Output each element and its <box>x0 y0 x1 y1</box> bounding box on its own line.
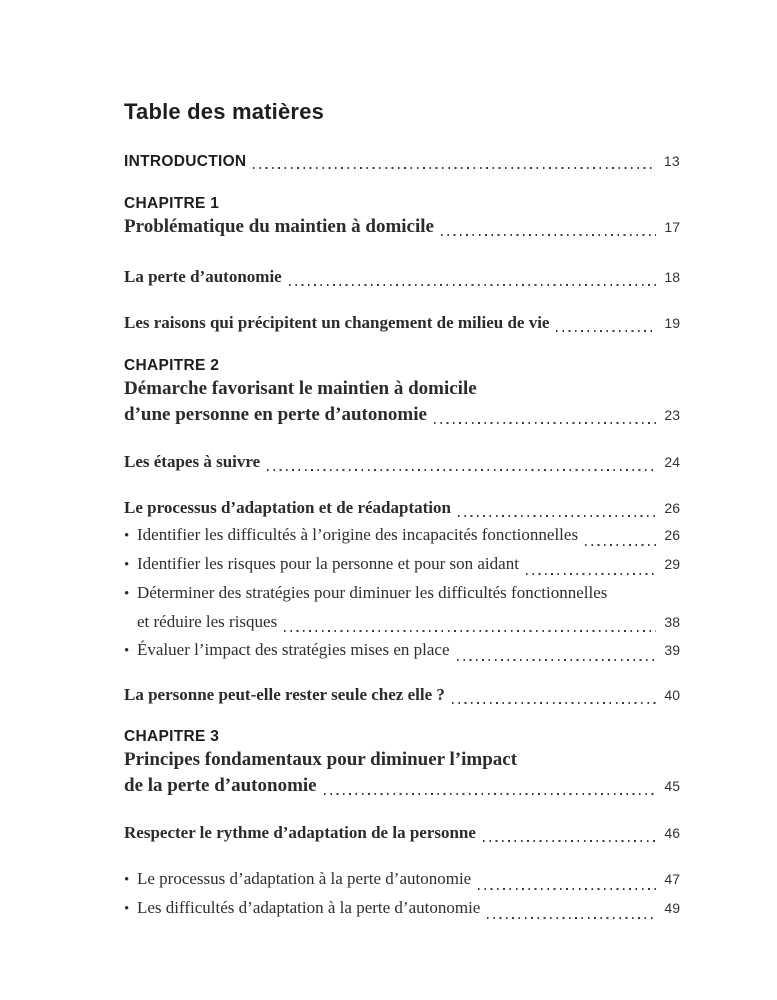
toc-entry-chapter-2 <box>124 356 680 428</box>
chapter-title-line: de la perte d’autonomie <box>124 775 317 796</box>
chapter-kicker: CHAPITRE 1 <box>124 195 220 212</box>
page-number: 18 <box>664 269 680 285</box>
page-number: 45 <box>664 778 680 794</box>
dot-leader <box>441 234 656 236</box>
toc-entry-bullet <box>124 521 680 550</box>
toc-entry-chapter-1 <box>124 194 680 240</box>
entry-label: Déterminer des stratégies pour diminuer les difficultés fonctionnelles <box>137 583 608 602</box>
dot-leader <box>452 702 657 704</box>
chapter-title-row <box>124 402 680 428</box>
page-number: 39 <box>664 642 680 658</box>
dot-leader <box>289 284 657 286</box>
chapter-kicker: CHAPITRE 3 <box>124 728 220 745</box>
toc-entry-chapter-3 <box>124 727 680 799</box>
entry-label: La personne peut-elle rester seule chez elle ? <box>124 685 445 704</box>
toc-title: Table des matières <box>124 99 325 124</box>
toc-entry-bullet <box>124 636 680 665</box>
dot-leader <box>284 630 656 632</box>
toc-entry-bullet <box>124 894 680 923</box>
bullet-icon: • <box>124 901 130 917</box>
chapter-title-row <box>124 214 680 240</box>
dot-leader <box>556 330 656 332</box>
dot-leader <box>458 515 656 517</box>
entry-label: Les raisons qui précipitent un changement de milieu de vie <box>124 313 550 332</box>
bullet-icon: • <box>124 872 130 888</box>
entry-label: Les difficultés d’adaptation à la perte d’autonomie <box>137 898 481 917</box>
entry-label: et réduire les risques <box>137 612 278 631</box>
bullet-icon: • <box>124 557 130 573</box>
toc-entry-section <box>124 449 680 475</box>
page-number: 17 <box>664 219 680 235</box>
chapter-title-line: d’une personne en perte d’autonomie <box>124 404 427 425</box>
entry-label: Identifier les difficultés à l’origine des incapacités fonctionnelles <box>137 525 579 544</box>
toc-entry-section <box>124 495 680 521</box>
toc-entry-bullet <box>124 865 680 894</box>
page-number: 19 <box>664 315 680 331</box>
bullet-line-2 <box>124 608 680 636</box>
page-number: 24 <box>664 454 680 470</box>
entry-label: Identifier les risques pour la personne et pour son aidant <box>137 554 519 573</box>
page-number: 26 <box>664 500 680 516</box>
toc-entry-section <box>124 820 680 846</box>
entry-label: Respecter le rythme d’adaptation de la personne <box>124 823 476 842</box>
toc-entry-section <box>124 310 680 336</box>
bullet-line-1 <box>124 579 680 608</box>
dot-leader <box>478 888 656 890</box>
page-number: 29 <box>664 556 680 572</box>
dot-leader <box>267 469 656 471</box>
page-number: 46 <box>664 825 680 841</box>
page-number: 26 <box>664 527 680 543</box>
bullet-icon: • <box>124 586 130 602</box>
bullet-icon: • <box>124 528 130 544</box>
page-number: 38 <box>664 614 680 630</box>
toc-entry-section <box>124 682 680 708</box>
chapter-kicker: CHAPITRE 2 <box>124 357 220 374</box>
entry-label: Le processus d’adaptation à la perte d’autonomie <box>137 869 472 888</box>
dot-leader <box>585 544 656 546</box>
toc-entry-introduction <box>124 151 680 172</box>
page-number: 49 <box>664 900 680 916</box>
chapter-title-line: Démarche favorisant le maintien à domicile <box>124 378 477 399</box>
dot-leader <box>324 793 657 795</box>
dot-leader <box>483 840 656 842</box>
chapter-title-row <box>124 773 680 799</box>
dot-leader <box>434 422 656 424</box>
toc-entry-bullet <box>124 550 680 579</box>
bullet-icon: • <box>124 643 130 659</box>
chapter-title-line: Principes fondamentaux pour diminuer l’impact <box>124 749 518 770</box>
dot-leader <box>457 659 657 661</box>
dot-leader <box>526 573 657 575</box>
entry-label: La perte d’autonomie <box>124 267 282 286</box>
entry-label: Les étapes à suivre <box>124 452 261 471</box>
dot-leader <box>253 167 655 169</box>
dot-leader <box>487 917 656 919</box>
page-number: 13 <box>663 153 680 169</box>
entry-label: Le processus d’adaptation et de réadaptation <box>124 498 451 517</box>
entry-label: INTRODUCTION <box>124 153 247 170</box>
page-number: 40 <box>664 687 680 703</box>
page-number: 23 <box>664 407 680 423</box>
page-number: 47 <box>664 871 680 887</box>
entry-label: Évaluer l’impact des stratégies mises en place <box>137 640 450 659</box>
toc-entry-bullet <box>124 579 680 636</box>
toc-entry-section <box>124 264 680 290</box>
chapter-title-line: Problématique du maintien à domicile <box>124 216 434 237</box>
